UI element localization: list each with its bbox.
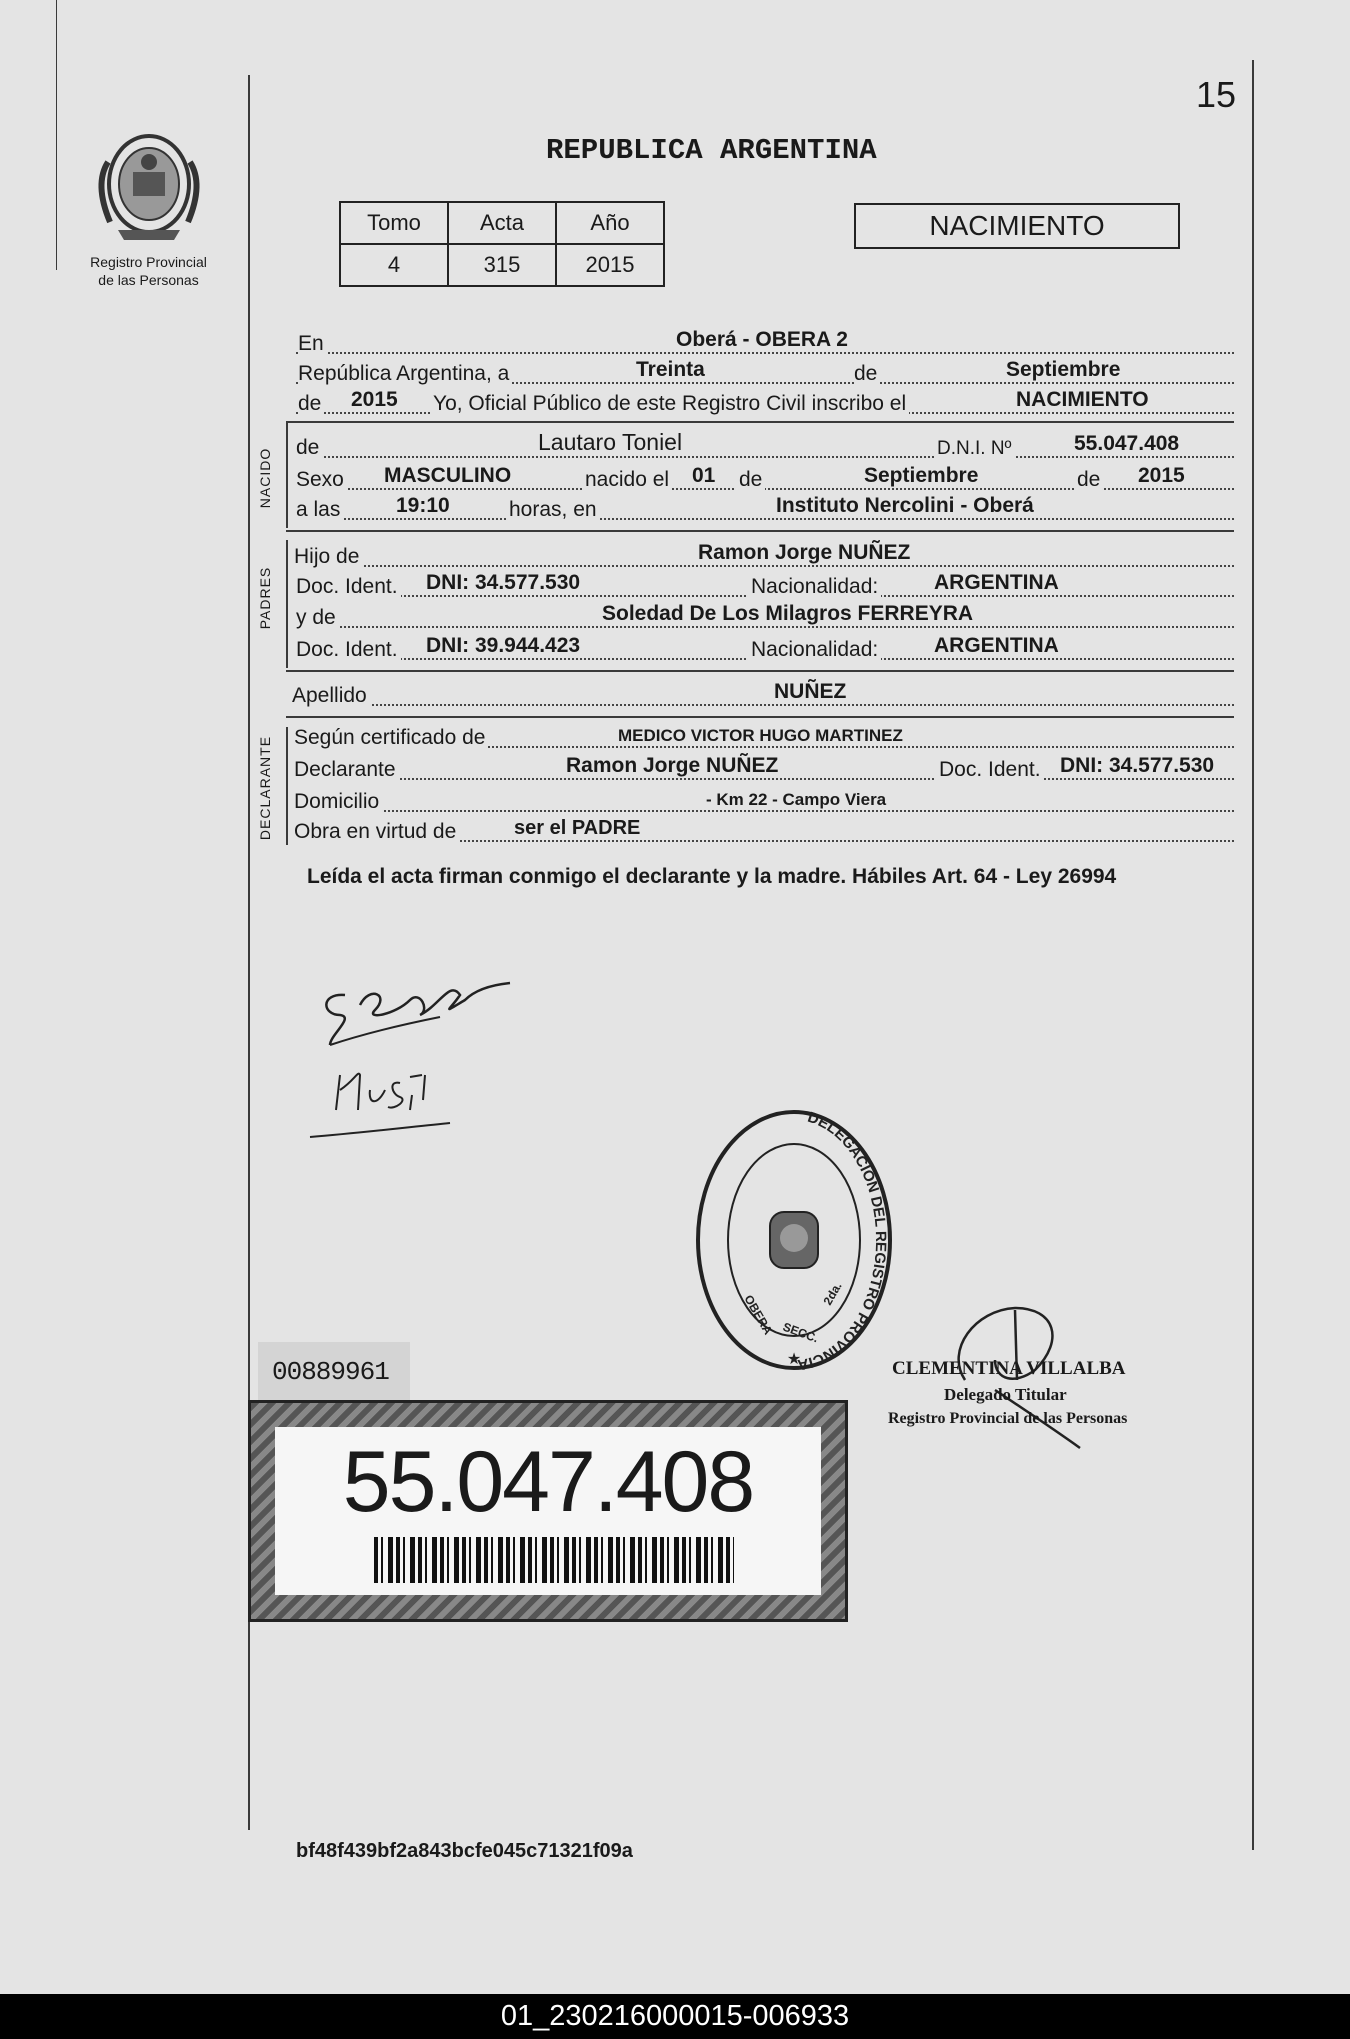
declarant-signature — [300, 965, 540, 1145]
obra-label: Obra en virtud de — [294, 820, 459, 844]
row-hora — [296, 494, 1234, 524]
dni-value: 55.047.408 — [1074, 432, 1180, 455]
row-apellido — [292, 680, 1234, 710]
nacido-year: 2015 — [1138, 464, 1185, 487]
barcode — [374, 1537, 734, 1583]
de4-label: de — [1074, 468, 1103, 492]
madre-value: Soledad De Los Milagros FERREYRA — [602, 602, 974, 625]
closing-text: Leída el acta firman conmigo el declarante y la madre. Hábiles Art. 64 - Ley 26994 — [307, 865, 1117, 888]
decl-label: Declarante — [294, 758, 399, 782]
declarante-label: DECLARANTE — [257, 735, 273, 841]
row-republica — [296, 358, 1234, 388]
page-title: REPUBLICA ARGENTINA — [546, 134, 877, 167]
horas-label: horas, en — [506, 498, 600, 522]
nacido-month: Septiembre — [864, 464, 979, 487]
nombre-value: Lautaro Toniel — [538, 429, 683, 455]
padres-divider — [286, 540, 288, 668]
acta-value: 315 — [448, 244, 556, 286]
inscribo-value: NACIMIENTO — [1016, 388, 1149, 411]
svg-text:★: ★ — [786, 1351, 802, 1368]
row-madre-doc — [296, 634, 1234, 664]
declarante-divider — [286, 727, 288, 845]
madre-nac: ARGENTINA — [934, 634, 1059, 657]
doc-type-label: NACIMIENTO — [929, 210, 1105, 241]
nacido-el-label: nacido el — [582, 468, 672, 492]
footer-bar — [0, 1994, 1350, 2039]
footer-code: 01_230216000015-006933 — [500, 2000, 850, 2032]
sexo-value: MASCULINO — [384, 464, 512, 487]
en-value: Oberá - OBERA 2 — [676, 328, 848, 351]
month-value: Septiembre — [1006, 358, 1121, 381]
row-domicilio — [296, 786, 1234, 816]
decl-value: Ramon Jorge NUÑEZ — [566, 754, 779, 777]
logo-caption-2: de las Personas — [98, 272, 199, 288]
row-hijo — [296, 541, 1234, 571]
nacido-top-rule — [286, 421, 1234, 423]
row-madre — [296, 602, 1234, 632]
record-table — [339, 201, 665, 287]
doc-label: Doc. Ident. — [296, 575, 401, 599]
de3-label: de — [736, 468, 765, 492]
seal-ring-text: DELEGACION DEL REGISTRO PROVINCIA — [796, 1108, 890, 1374]
nacido-divider — [286, 423, 288, 528]
padres-label: PADRES — [257, 566, 273, 630]
cert-label: Según certificado de — [294, 726, 488, 750]
barcode-label — [248, 1400, 848, 1622]
dom-value: - Km 22 - Campo Viera — [706, 790, 887, 809]
de2-label: de — [298, 392, 324, 416]
nacido-label: NACIDO — [257, 447, 273, 509]
cert-value: MEDICO VICTOR HUGO MARTINEZ — [618, 726, 903, 745]
madre-doc: DNI: 39.944.423 — [426, 634, 581, 657]
anio-value: 2015 — [556, 244, 664, 286]
doc2-label: Doc. Ident. — [296, 638, 401, 662]
row-sexo — [296, 464, 1234, 494]
seal-2da: 2da. — [820, 1279, 845, 1308]
row-obra — [296, 816, 1234, 846]
padres-top-rule — [286, 530, 1234, 532]
official-org: Registro Provincial de las Personas — [888, 1410, 1128, 1427]
hijo-label: Hijo de — [294, 545, 362, 569]
decl-doc-label: Doc. Ident. — [936, 758, 1044, 782]
logo-caption-1: Registro Provincial — [90, 254, 207, 270]
apellido-label: Apellido — [292, 684, 370, 708]
tomo-header: Tomo — [340, 202, 448, 244]
official-name: CLEMENTINA VILLALBA — [892, 1358, 1126, 1379]
sexo-label: Sexo — [296, 468, 347, 492]
apellido-value: NUÑEZ — [774, 680, 847, 703]
anio-header: Año — [556, 202, 664, 244]
decl-doc: DNI: 34.577.530 — [1060, 754, 1215, 777]
dom-label: Domicilio — [294, 790, 382, 814]
province-logo — [88, 122, 210, 250]
seal-secc: SECC. — [780, 1319, 821, 1346]
day-value: Treinta — [636, 358, 705, 381]
padre-doc: DNI: 34.577.530 — [426, 571, 581, 594]
oficial-text: Yo, Oficial Público de este Registro Civil inscribo el — [430, 392, 909, 416]
right-margin-line — [1252, 60, 1254, 1850]
nombre-label: de — [296, 436, 322, 460]
padre-nac: ARGENTINA — [934, 571, 1059, 594]
row-cert — [296, 722, 1234, 752]
id-number: 55.047.408 — [342, 1434, 754, 1530]
seal-obera: OBERA — [741, 1292, 776, 1338]
serial-number — [258, 1342, 410, 1402]
apellido-top-rule — [286, 670, 1234, 672]
year-value: 2015 — [351, 388, 398, 411]
yde-label: y de — [296, 606, 339, 630]
doc-type-box — [854, 203, 1180, 249]
row-padre-doc — [296, 571, 1234, 601]
nacionalidad2-label: Nacionalidad: — [748, 638, 881, 662]
page-number: 15 — [1196, 74, 1237, 115]
declarante-top-rule — [286, 716, 1234, 718]
official-role: Delegado Titular — [944, 1385, 1067, 1404]
outer-left-line — [56, 0, 57, 270]
row-declarante — [296, 754, 1234, 784]
tomo-value: 4 — [340, 244, 448, 286]
lugar-value: Instituto Nercolini - Oberá — [776, 494, 1034, 517]
dni-label: D.N.I. Nº — [934, 438, 1015, 460]
document-hash: bf48f439bf2a843bcfe045c71321f09a — [296, 1840, 633, 1862]
official-seal — [694, 1108, 894, 1380]
nacido-day: 01 — [692, 464, 716, 487]
en-label: En — [298, 332, 327, 356]
hora-value: 19:10 — [396, 494, 450, 517]
row-nombre — [296, 429, 1234, 462]
alas-label: a las — [296, 498, 343, 522]
padre-value: Ramon Jorge NUÑEZ — [698, 541, 911, 564]
nacionalidad-label: Nacionalidad: — [748, 575, 881, 599]
obra-value: ser el PADRE — [514, 817, 641, 839]
serial-text: 00889961 — [272, 1357, 389, 1387]
de-label: de — [854, 362, 880, 386]
acta-header: Acta — [448, 202, 556, 244]
republica-label: República Argentina, a — [298, 362, 512, 386]
row-en — [296, 328, 1234, 358]
row-inscribo — [296, 388, 1234, 418]
